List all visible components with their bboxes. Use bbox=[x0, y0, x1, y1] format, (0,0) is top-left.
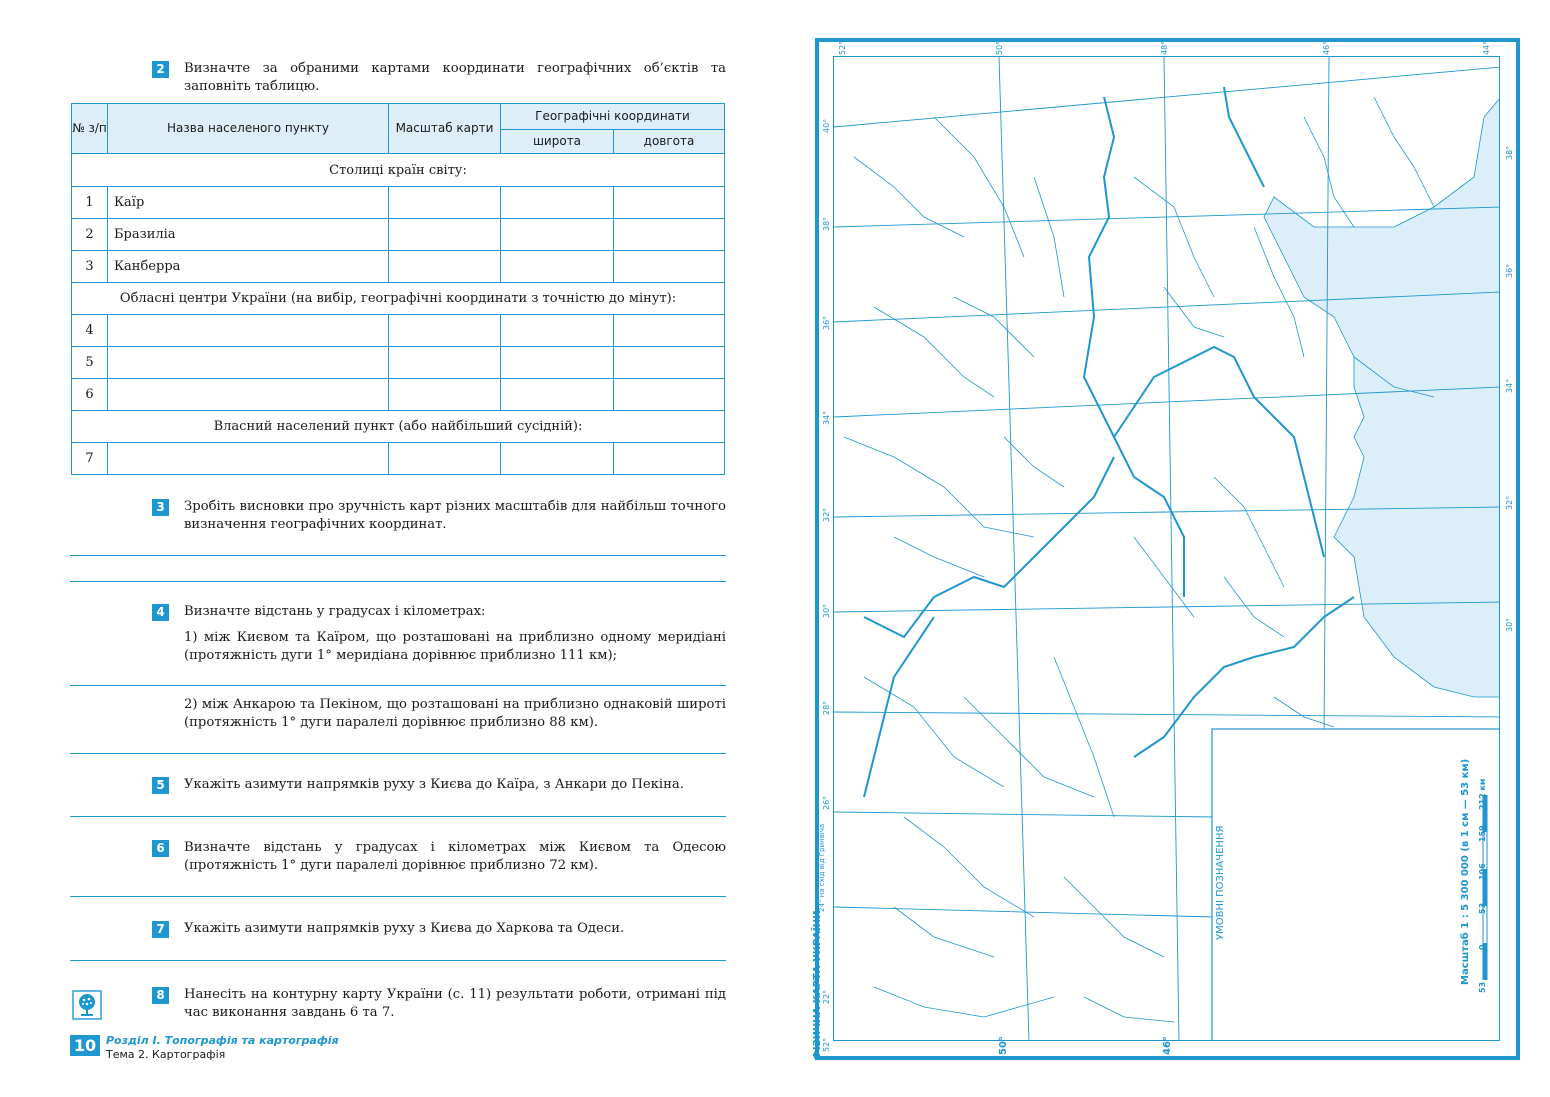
section-capitals: Столиці країн світу: bbox=[72, 154, 725, 187]
task-5-number: 5 bbox=[152, 777, 169, 794]
task-6-text: Визначте відстань у градусах і кілометрах між Києвом та Одесою (протяжність 1° дуги паралелі дорівнює приблизно 72 км). bbox=[184, 840, 726, 873]
header-number: № з/п bbox=[72, 104, 108, 154]
cell-lon[interactable] bbox=[614, 379, 725, 411]
top-label: 48° bbox=[1160, 40, 1169, 55]
lat-label: 36° bbox=[1505, 263, 1514, 278]
answer-line[interactable] bbox=[70, 816, 726, 817]
cell-scale[interactable] bbox=[389, 187, 501, 219]
bottom-label: 50° bbox=[998, 1036, 1009, 1055]
bottom-label: 46° bbox=[1162, 1036, 1173, 1055]
cell-scale[interactable] bbox=[389, 251, 501, 283]
cell-lon[interactable] bbox=[614, 219, 725, 251]
cell-lon[interactable] bbox=[614, 347, 725, 379]
header-coords: Географічні координати bbox=[501, 104, 725, 130]
task-2-text: Визначте за обраними картами координати географічних об’єктів та заповніть таблицю. bbox=[184, 61, 726, 94]
row-name[interactable]: Бразиліа bbox=[108, 219, 389, 251]
header-lat: широта bbox=[501, 130, 614, 154]
greenwich-label: 24° на схід від Гринвіча bbox=[818, 823, 826, 912]
answer-line[interactable] bbox=[70, 581, 726, 582]
top-label: 44° bbox=[1482, 40, 1491, 55]
lat-label: 38° bbox=[1505, 145, 1514, 160]
row-number: 5 bbox=[72, 347, 108, 379]
cell-lat[interactable] bbox=[501, 219, 614, 251]
answer-line[interactable] bbox=[70, 960, 726, 961]
lat-label: 38° bbox=[822, 216, 831, 231]
row-number: 4 bbox=[72, 315, 108, 347]
task-4-text: Визначте відстань у градусах і кілометрах: bbox=[184, 604, 486, 619]
answer-line[interactable] bbox=[70, 896, 726, 897]
contour-map[interactable] bbox=[833, 56, 1500, 1041]
answer-line[interactable] bbox=[70, 685, 726, 686]
row-number: 3 bbox=[72, 251, 108, 283]
cell-lat[interactable] bbox=[501, 187, 614, 219]
table-row bbox=[72, 379, 725, 411]
scale-tick: 0 bbox=[1478, 944, 1487, 950]
task-8-number: 8 bbox=[152, 987, 169, 1004]
scale-tick: 159 bbox=[1478, 825, 1487, 842]
header-lon: довгота bbox=[614, 130, 725, 154]
task-3-text: Зробіть висновки про зручність карт різних масштабів для найбільш точного визначення географічних координат. bbox=[184, 499, 726, 532]
row-number: 2 bbox=[72, 219, 108, 251]
cell-lon[interactable] bbox=[614, 187, 725, 219]
lat-label: 30° bbox=[822, 603, 831, 618]
row-name[interactable]: Каїр bbox=[108, 187, 389, 219]
row-number: 6 bbox=[72, 379, 108, 411]
task-4-item-1: 1) між Києвом та Каїром, що розташовані на приблизно одному меридіані (протяжність дуги 1° меридіана дорівнює приблизно 111 км); bbox=[184, 630, 726, 663]
lat-label: 32° bbox=[822, 507, 831, 522]
scale-tick: 212 км bbox=[1478, 778, 1487, 810]
header-scale: Масштаб карти bbox=[389, 104, 501, 154]
cell-lat[interactable] bbox=[501, 315, 614, 347]
section-own-settlement: Власний населений пункт (або найбільший сусідній): bbox=[72, 411, 725, 443]
task-4-item-2: 2) між Анкарою та Пекіном, що розташовані на приблизно однаковій широті (протяжність 1° дуги паралелі дорівнює приблизно 88 км). bbox=[184, 697, 726, 730]
scale-bar bbox=[1478, 795, 1492, 980]
lat-label: 26° bbox=[822, 795, 831, 810]
lat-label: 34° bbox=[1505, 378, 1514, 393]
task-4-number: 4 bbox=[152, 604, 169, 621]
lat-label: 28° bbox=[822, 700, 831, 715]
map-svg bbox=[834, 57, 1500, 1041]
cell-lat[interactable] bbox=[501, 379, 614, 411]
cell-lat[interactable] bbox=[501, 443, 614, 475]
cell-lat[interactable] bbox=[501, 251, 614, 283]
row-name[interactable] bbox=[108, 443, 389, 475]
scale-tick: 53 bbox=[1478, 981, 1487, 993]
table-row bbox=[72, 219, 725, 251]
row-name[interactable] bbox=[108, 315, 389, 347]
task-3-number: 3 bbox=[152, 499, 169, 516]
footer-topic: Тема 2. Картографія bbox=[106, 1048, 226, 1061]
row-name[interactable]: Канберра bbox=[108, 251, 389, 283]
top-label: 50° bbox=[995, 40, 1004, 55]
footer-section: Розділ І. Топографія та картографія bbox=[106, 1034, 339, 1047]
lat-label: 32° bbox=[1505, 495, 1514, 510]
table-row bbox=[72, 443, 725, 475]
cell-lon[interactable] bbox=[614, 251, 725, 283]
section-oblast-centers: Обласні центри України (на вибір, географічні координати з точністю до мінут): bbox=[72, 283, 725, 315]
map-scale: Масштаб 1 : 5 300 000 (в 1 см — 53 км) bbox=[1460, 758, 1471, 985]
task-5-text: Укажіть азимути напрямків руху з Києва до Каїра, з Анкари до Пекіна. bbox=[184, 777, 684, 792]
lat-label: 30° bbox=[1505, 617, 1514, 632]
lat-label: 52° bbox=[822, 1037, 831, 1052]
row-name[interactable] bbox=[108, 379, 389, 411]
table-row bbox=[72, 187, 725, 219]
cell-lon[interactable] bbox=[614, 315, 725, 347]
page-number: 10 bbox=[70, 1035, 100, 1056]
globe-tree-icon bbox=[72, 990, 102, 1020]
lat-label: 34° bbox=[822, 410, 831, 425]
task-6-number: 6 bbox=[152, 840, 169, 857]
row-number: 7 bbox=[72, 443, 108, 475]
top-label: 52° bbox=[838, 40, 847, 55]
cell-scale[interactable] bbox=[389, 347, 501, 379]
lat-label: 22° bbox=[822, 989, 831, 1004]
cell-lat[interactable] bbox=[501, 347, 614, 379]
answer-line[interactable] bbox=[70, 753, 726, 754]
lat-label: 36° bbox=[822, 315, 831, 330]
table-row bbox=[72, 315, 725, 347]
cell-lon[interactable] bbox=[614, 443, 725, 475]
row-number: 1 bbox=[72, 187, 108, 219]
scale-tick: 53 bbox=[1478, 902, 1487, 914]
scale-tick: 106 bbox=[1478, 863, 1487, 880]
lat-label: 40° bbox=[822, 118, 831, 133]
task-8-text: Нанесіть на контурну карту України (с. 11) результати роботи, отримані під час виконання завдань 6 та 7. bbox=[184, 987, 726, 1020]
answer-line[interactable] bbox=[70, 555, 726, 556]
cell-scale[interactable] bbox=[389, 315, 501, 347]
cell-scale[interactable] bbox=[389, 379, 501, 411]
top-label: 46° bbox=[1322, 40, 1331, 55]
map-legend-title: УМОВНІ ПОЗНАЧЕННЯ bbox=[1215, 825, 1226, 940]
map-title: ФІЗИЧНА КАРТА УКРАЇНИ bbox=[812, 910, 823, 1060]
coordinates-table bbox=[71, 103, 725, 475]
task-7-text: Укажіть азимути напрямків руху з Києва до Харкова та Одеси. bbox=[184, 921, 625, 936]
task-2-number: 2 bbox=[152, 61, 169, 78]
cell-scale[interactable] bbox=[389, 219, 501, 251]
header-name: Назва населеного пункту bbox=[108, 104, 389, 154]
cell-scale[interactable] bbox=[389, 443, 501, 475]
task-7-number: 7 bbox=[152, 921, 169, 938]
table-row bbox=[72, 347, 725, 379]
table-row bbox=[72, 251, 725, 283]
row-name[interactable] bbox=[108, 347, 389, 379]
